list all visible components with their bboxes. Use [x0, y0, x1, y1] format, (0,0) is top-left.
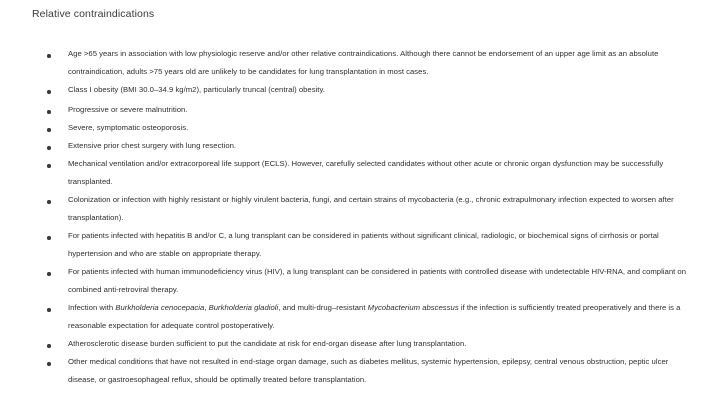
list-item-text: Other medical conditions that have not resulted in end-stage organ damage, such as diabetes mellitus, systemic hypertension, epilepsy, central venous obstruction, peptic ulcer disease, or gastroesophageal reflux, should be optimally treated before transplantation.: [68, 357, 669, 384]
organism-name: Burkholderia cenocepacia: [115, 303, 205, 312]
bullet-icon: [47, 164, 51, 168]
list-item-text: Atherosclerotic disease burden sufficient to put the candidate at risk for end-organ disease after lung transplantation.: [68, 339, 467, 348]
bullet-icon: [47, 54, 51, 58]
bullet-icon: [47, 362, 51, 366]
text-segment: if the infection is sufficiently treated preoperatively and there is a reasonable expectation for adequate control postoperatively.: [68, 303, 681, 330]
list-item-text: Age >65 years in association with low physiologic reserve and/or other relative contraindications. Although there cannot be endorsement of an upper age limit as an absolute contraindication, adults >75 years old are unlikely to be candidates for lung transplantation in most cases.: [68, 49, 659, 76]
section-heading: Relative contraindications: [32, 8, 155, 20]
bullet-icon: [47, 200, 51, 204]
organism-name: Burkholderia gladioli: [208, 303, 279, 312]
bullet-icon: [47, 90, 51, 94]
bullet-icon: [47, 146, 51, 150]
list-item-text: Progressive or severe malnutrition.: [68, 105, 188, 114]
list-item-text: For patients infected with human immunodeficiency virus (HIV), a lung transplant can be considered in patients with controlled disease with undetectable HIV-RNA, and compliant on combined anti-retroviral therapy.: [68, 267, 687, 294]
text-segment: , and multi-drug–resistant: [278, 303, 368, 312]
bullet-icon: [47, 272, 51, 276]
text-segment: Infection with: [68, 303, 116, 312]
bullet-icon: [47, 110, 51, 114]
list-item-text: Class I obesity (BMI 30.0–34.9 kg/m2), particularly truncal (central) obesity.: [68, 85, 325, 94]
text-segment: ,: [204, 303, 209, 312]
list-item-text: Extensive prior chest surgery with lung resection.: [68, 141, 237, 150]
organism-name: Mycobacterium abscessus: [367, 303, 459, 312]
bullet-icon: [47, 128, 51, 132]
list-item-text: For patients infected with hepatitis B and/or C, a lung transplant can be considered in patients without significant clinical, radiologic, or biochemical signs of cirrhosis or portal hypertension and who are stable on appropriate therapy.: [68, 231, 659, 258]
bullet-icon: [47, 344, 51, 348]
list-item-text: [68, 299, 692, 335]
list-item-text: Mechanical ventilation and/or extracorporeal life support (ECLS). However, carefully selected candidates without other acute or chronic organ dysfunction may be successfully transplanted.: [68, 159, 664, 186]
list-item-text: Colonization or infection with highly resistant or highly virulent bacteria, fungi, and certain strains of mycobacteria (e.g., chronic extrapulmonary infection expected to worsen after transplantation).: [68, 195, 674, 222]
bullet-icon: [47, 236, 51, 240]
list-item-text: Severe, symptomatic osteoporosis.: [68, 123, 189, 132]
bullet-icon: [47, 308, 51, 312]
